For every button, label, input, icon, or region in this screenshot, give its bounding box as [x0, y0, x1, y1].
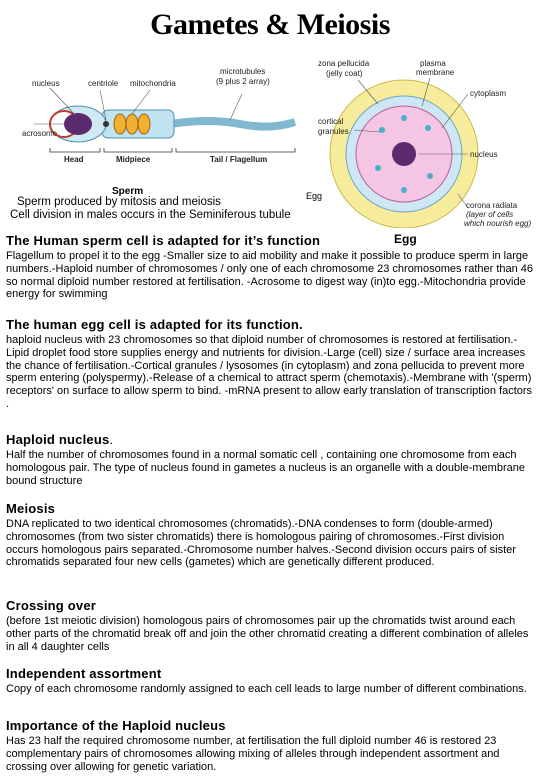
- section-heading-text: Haploid nucleus: [6, 432, 110, 447]
- label-cytoplasm: cytoplasm: [470, 89, 507, 98]
- section-crossing-over: [6, 598, 534, 653]
- sperm-diagram: [20, 62, 310, 200]
- label-egg-nucleus: nucleus: [470, 150, 498, 159]
- label-sperm: Sperm: [112, 186, 144, 197]
- section-egg: [6, 317, 534, 411]
- label-midpiece: Midpiece: [116, 155, 151, 164]
- label-plasma2: membrane: [416, 68, 455, 77]
- egg-diagram: [318, 58, 534, 228]
- section-haploid: [6, 432, 534, 487]
- label-corona3: which nourish egg): [464, 219, 532, 228]
- label-zona: zona pellucida: [318, 59, 370, 68]
- section-heading: Meiosis: [6, 501, 56, 516]
- section-body: haploid nucleus with 23 chromosomes so that diploid number of chromosomes is restored at fertilisation.-Lipid droplet food store supplies energy and nutrients for division.-Large (cell) size / surface area increases the chance of fertilisation.-Cortical granules / lysosomes (in cytoplasm) and zona pellucida to prevent more sperm entering (polyspermy).-Release of a chemical to attract sperm (chemotaxis).-Membrane with '(sperm) receptors' on surface to allow sperm to bind. -mRNA present to allow early translation of transcription factors .: [6, 334, 533, 410]
- label-centriole: centriole: [88, 79, 119, 88]
- section-body: Flagellum to propel it to the egg -Smaller size to aid mobility and make it possible to produce sperm in large numbers.-Haploid number of chromosomes / only one of each chromosome 23 chromosomes rather than 46 so normal diploid number restored at fertilisation. -Acrosome to digest way (in)to egg.-Mitochondria provide energy for swimming: [6, 250, 534, 301]
- page-title: Gametes & Meiosis: [150, 8, 390, 41]
- sperm-caption: [10, 196, 291, 222]
- label-cortical2: granules: [318, 127, 349, 136]
- sperm-mitochondria: [114, 114, 150, 134]
- section-heading: Crossing over: [6, 598, 97, 613]
- label-tail: Tail / Flagellum: [210, 155, 268, 164]
- section-importance: [6, 718, 534, 773]
- label-corona2: (layer of cells: [466, 210, 514, 219]
- label-nucleus: nucleus: [32, 79, 60, 88]
- section-heading: The Human sperm cell is adapted for it’s function: [6, 233, 321, 248]
- sperm-nucleus: [64, 113, 92, 135]
- section-heading: The human egg cell is adapted for its function.: [6, 317, 303, 332]
- label-zona-sub: (jelly coat): [326, 69, 363, 78]
- sperm-centriole: [103, 121, 109, 127]
- section-meiosis: [6, 501, 534, 569]
- sperm-tail: [170, 121, 295, 127]
- section-heading-suffix: .: [109, 432, 114, 447]
- caption-line-1: Sperm produced by mitosis and meiosis: [17, 196, 221, 208]
- egg-nucleus: [392, 142, 416, 166]
- label-microtubules: microtubules: [220, 67, 266, 76]
- section-heading: Importance of the Haploid nucleus: [6, 718, 226, 733]
- section-body: Copy of each chromosome randomly assigned to each cell leads to large number of different combinations.: [6, 683, 527, 695]
- label-head: Head: [64, 155, 84, 164]
- label-plasma: plasma: [420, 59, 446, 68]
- section-heading: Independent assortment: [6, 666, 162, 681]
- section-body: DNA replicated to two identical chromosomes (chromatids).-DNA condenses to form (double-armed) chromosomes (from two sister chromatids) there is homologous pairing of chromosomes.-First division occurs homologous pairs separated.-Chromosome number halves.-Second division occurs pairs of sister chromatids separated four new cells (gametes) which are genetically different produced.: [6, 518, 516, 569]
- label-acrosome: acrosome: [22, 129, 58, 138]
- label-microtubules-sub: (9 plus 2 array): [216, 77, 270, 86]
- caption-line-2: Cell division in males occurs in the Seminiferous tubule: [10, 209, 291, 221]
- section-body: Half the number of chromosomes found in a normal somatic cell , containing one chromosome from each homologous pair. The type of nucleus found in gametes a nucleus is an organelle with a double-membrane bound structure: [6, 449, 525, 487]
- section-body: Has 23 half the required chromosome number, at fertilisation the full diploid number 46 is restored 23 complementary pairs of chromosomes allowing mixing of alleles through independent assortment and crossing over allowing for genetic variation.: [6, 735, 500, 773]
- label-corona: corona radiata: [466, 201, 518, 210]
- egg-side-label: Egg: [394, 232, 417, 246]
- section-heading: [6, 432, 534, 447]
- egg-caption: Egg: [306, 191, 323, 201]
- label-cortical: cortical: [318, 117, 344, 126]
- section-sperm: [6, 233, 534, 301]
- section-independent: [6, 666, 534, 696]
- label-mitochondria: mitochondria: [130, 79, 176, 88]
- section-body: (before 1st meiotic division) homologous pairs of chromosomes pair up the chromatids twist around each other parts of the chromatid break off and join the other chromatid creating a different combination of alleles in all 4 daughter cells: [6, 615, 529, 653]
